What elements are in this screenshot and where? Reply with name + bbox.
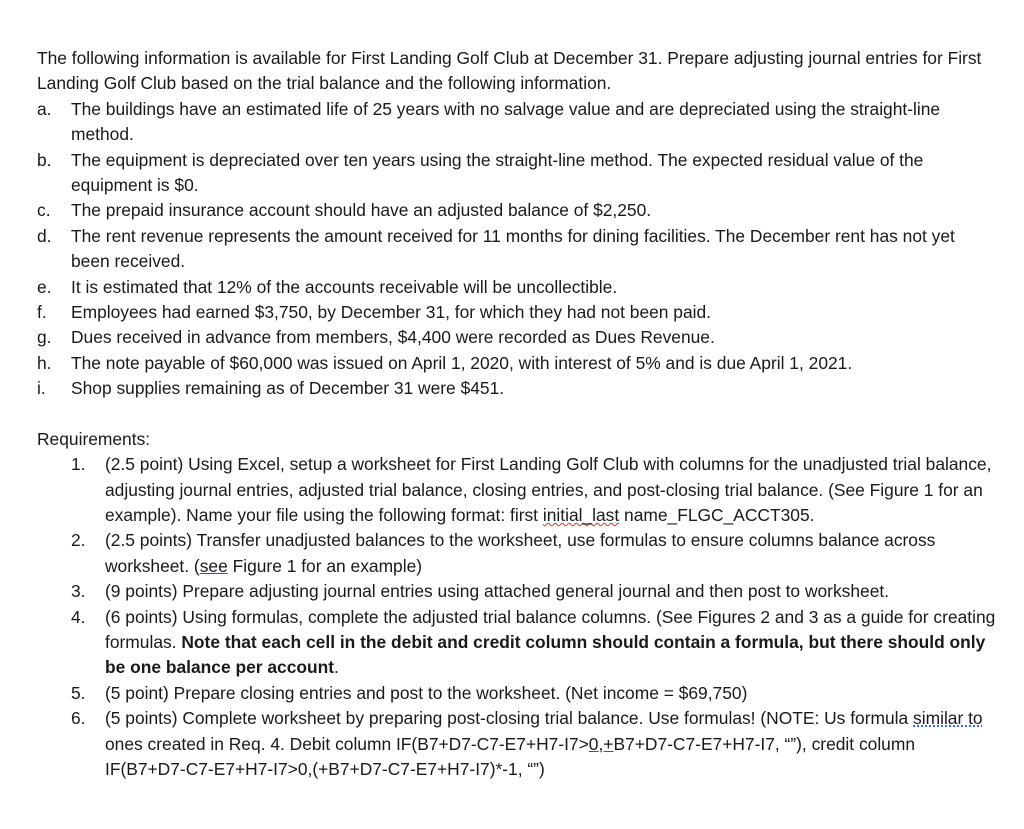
list-marker: a. — [37, 98, 52, 119]
list-marker: 5. — [71, 682, 86, 703]
requirement-text: (5 points) Complete worksheet by preparing post-closing trial balance. Use formulas! (NOTE: Us formula — [105, 708, 914, 729]
list-marker: 6. — [71, 708, 86, 729]
list-marker: 4. — [71, 606, 86, 627]
grammar-underlined-text: 0,+ — [588, 733, 614, 754]
grammar-underlined-text: see — [199, 555, 228, 576]
list-item — [37, 325, 997, 350]
spellcheck-underlined-text: initial_last — [542, 504, 620, 525]
list-item — [37, 300, 997, 325]
list-item-text: Employees had earned $3,750, by December 31, for which they had not been paid. — [71, 302, 712, 323]
document-page — [37, 46, 997, 782]
bold-note-text: Note that each cell in the debit and credit column should contain a formula, but there should only be one balance per account — [105, 631, 986, 678]
list-item-text: The equipment is depreciated over ten years using the straight-line method. The expected residual value of the equipment is $0. — [71, 149, 924, 196]
list-marker: c. — [37, 200, 51, 221]
list-marker: e. — [37, 276, 52, 297]
requirement-text: (5 point) Prepare closing entries and post to the worksheet. (Net income = $69,750) — [105, 682, 748, 703]
requirements-heading: Requirements: — [37, 428, 151, 449]
requirement-text: (6 points) Using formulas, complete the adjusted trial balance columns. (See Figures 2 and 3 as a guide for creating formulas. — [105, 606, 996, 652]
intro-paragraph: The following information is available for First Landing Golf Club at December 31. Prepare adjusting journal entries for First Landing Golf Club based on the trial balance and the following information. — [37, 48, 982, 94]
requirement-text: (2.5 points) Transfer unadjusted balances to the worksheet, use formulas to ensure columns balance across worksheet. ( — [105, 530, 936, 576]
list-marker: f. — [37, 302, 47, 323]
requirement-item — [37, 528, 997, 579]
list-marker: 2. — [71, 530, 86, 551]
list-item — [37, 351, 997, 376]
list-item-text: The rent revenue represents the amount received for 11 months for dining facilities. The December rent has not yet been received. — [71, 225, 955, 272]
list-item — [37, 376, 997, 401]
adjustment-info-list — [37, 97, 997, 402]
requirement-text: (9 points) Prepare adjusting journal entries using attached general journal and then post to worksheet. — [105, 581, 890, 602]
list-item — [37, 198, 997, 223]
list-item — [37, 224, 997, 275]
list-marker: 3. — [71, 581, 86, 602]
list-item — [37, 97, 997, 148]
list-item — [37, 148, 997, 199]
requirements-list — [37, 452, 997, 782]
list-item-text: Shop supplies remaining as of December 31 were $451. — [71, 378, 505, 399]
grammar-underlined-text: similar to — [913, 708, 983, 729]
list-marker: b. — [37, 149, 52, 170]
requirement-item — [37, 605, 997, 681]
requirement-item — [37, 452, 997, 528]
requirement-text: Figure 1 for an example) — [227, 555, 423, 576]
requirement-text: name_FLGC_ACCT305. — [619, 504, 815, 525]
requirement-item — [37, 579, 997, 604]
requirement-item — [37, 706, 997, 782]
list-item-text: It is estimated that 12% of the accounts receivable will be uncollectible. — [71, 276, 618, 297]
list-marker: h. — [37, 352, 52, 373]
list-marker: d. — [37, 225, 52, 246]
list-item-text: The buildings have an estimated life of 25 years with no salvage value and are depreciated using the straight-line method. — [71, 98, 941, 145]
requirement-text: B7+D7-C7-E7+H7-I7, “”), credit column IF(B7+D7-C7-E7+H7-I7>0,(+B7+D7-C7-E7+H7-I7)*-1, “”) — [105, 733, 916, 779]
list-item-text: The prepaid insurance account should have an adjusted balance of $2,250. — [71, 200, 652, 221]
list-marker: g. — [37, 327, 52, 348]
requirement-text: ones created in Req. 4. Debit column IF(B7+D7-C7-E7+H7-I7> — [105, 733, 589, 754]
list-item-text: Dues received in advance from members, $4,400 were recorded as Dues Revenue. — [71, 327, 715, 348]
list-item — [37, 275, 997, 300]
list-item-text: The note payable of $60,000 was issued on April 1, 2020, with interest of 5% and is due April 1, 2021. — [71, 352, 853, 373]
list-marker: i. — [37, 378, 46, 399]
requirement-text: (2.5 point) Using Excel, setup a worksheet for First Landing Golf Club with columns for the unadjusted trial balance, adjusting journal entries, adjusted trial balance, closing entries, and post-closing trial balance. (See Figure 1 for an example). Name your file using the following format: first — [105, 454, 992, 525]
requirement-item — [37, 681, 997, 706]
requirement-text: . — [334, 657, 339, 678]
list-marker: 1. — [71, 454, 86, 475]
